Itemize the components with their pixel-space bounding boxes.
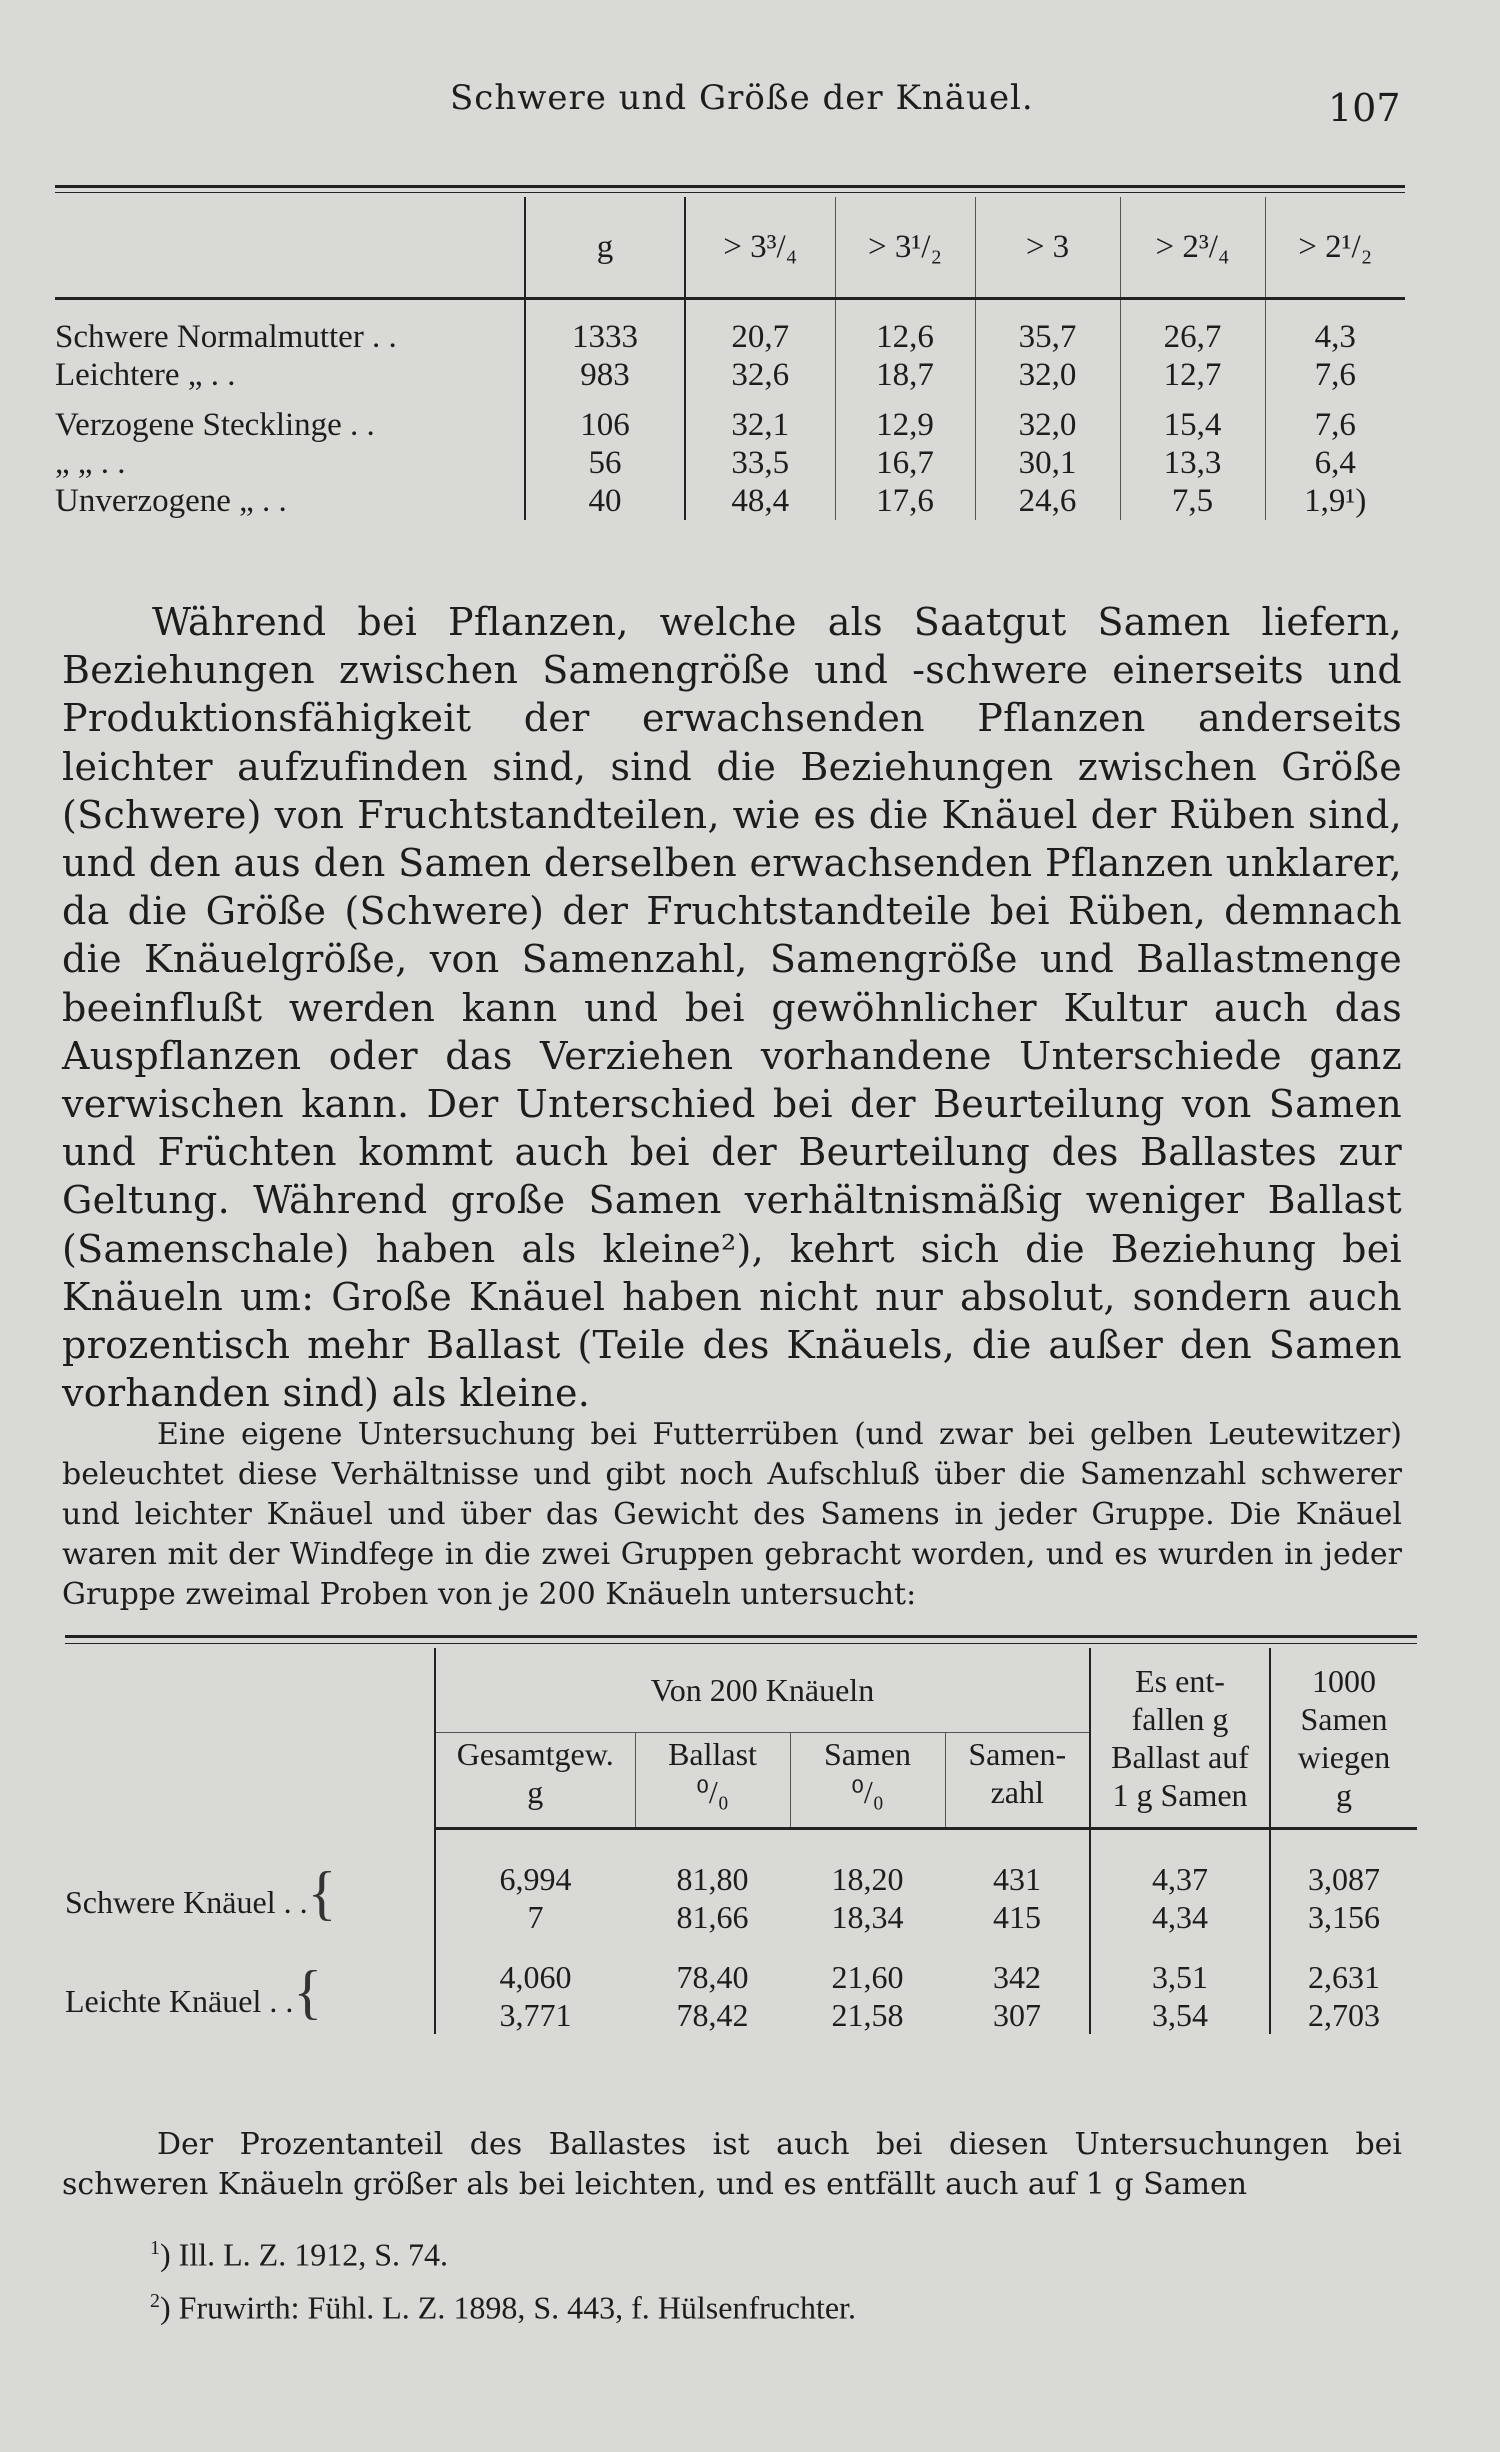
small-paragraph: Eine eigene Untersuchung bei Futterrüben (und zwar bei gelben Leutewitzer) beleuchtet diese Verhältnisse und gibt noch Aufschluß über die Samenzahl schwerer und leichter Knäuel und über das Gewicht des Samens in jeder Gruppe. Die Knäuel waren mit der Windfege in die zwei Gruppen gebracht worden, und es wurden in jeder Gruppe zweimal Proben von je 200 Knäueln untersucht: xyxy=(62,1417,1402,1612)
table-cell: 1333 xyxy=(525,299,685,357)
table-cell: 32,0 xyxy=(975,356,1120,394)
footnote-mark: 2 xyxy=(150,2289,160,2312)
column-header: > 2¹/₂ xyxy=(1265,197,1405,299)
column-header: > 2³/₄ xyxy=(1120,197,1265,299)
running-title: Schwere und Größe der Knäuel. xyxy=(450,78,1034,118)
table-cell: 13,3 xyxy=(1120,444,1265,482)
column-header-samen xyxy=(790,1733,945,1829)
table-rule xyxy=(65,1635,1417,1638)
table-cell: 3,54 xyxy=(1090,1996,1270,2034)
table-cell: 32,6 xyxy=(731,356,790,393)
column-header: > 3³/₄ xyxy=(685,197,835,299)
column-header-ballast xyxy=(635,1733,790,1829)
table-cell: 33,5 xyxy=(731,444,790,481)
table-cell: 415 xyxy=(993,1899,1041,1935)
table-cell: 30,1 xyxy=(975,444,1120,482)
table-cell: 3,771 xyxy=(435,1996,635,2034)
table-cell: 4,3 xyxy=(1265,299,1405,357)
row-label: Verzogene Stecklinge . . xyxy=(55,406,375,443)
table-row xyxy=(55,299,1405,357)
table-cell: 2,631 xyxy=(1270,1936,1417,1996)
table-cell: 48,4 xyxy=(731,482,790,519)
column-header: > 3 xyxy=(975,197,1120,299)
column-header-entfallen: Es ent- fallen g Ballast auf 1 g Samen xyxy=(1090,1648,1270,1829)
page-number: 107 xyxy=(1328,86,1401,130)
table-cell: 40 xyxy=(525,482,685,520)
column-group-header: Von 200 Knäueln xyxy=(435,1648,1090,1733)
table-cell: 4,34 xyxy=(1090,1898,1270,1936)
table-cell: 1,9¹) xyxy=(1265,482,1405,520)
small-paragraph-continuation: Der Prozentanteil des Ballastes ist auch bei diesen Untersuchungen bei schweren Knäueln größer als bei leichten, und es entfällt auch auf 1 g Samen xyxy=(62,2127,1402,2202)
row-label: Leichtere „ . . xyxy=(55,356,236,393)
column-header-1000-samen: 1000 Samen wiegen g xyxy=(1270,1648,1417,1829)
table-cell: 18,7 xyxy=(835,356,975,394)
table-cell: 4,37 xyxy=(1090,1829,1270,1899)
table-cell: 12,9 xyxy=(835,394,975,444)
table-cell: 3,51 xyxy=(1090,1936,1270,1996)
table-cell: 16,7 xyxy=(835,444,975,482)
table-cell: 7,5 xyxy=(1120,482,1265,520)
column-header: > 3¹/₂ xyxy=(835,197,975,299)
footnotes xyxy=(150,2225,856,2330)
table-rule xyxy=(65,1643,1417,1644)
footnote-1 xyxy=(150,2225,856,2278)
table-rule xyxy=(55,192,1405,193)
footnote-mark: 1 xyxy=(150,2237,160,2259)
table-cell: 12,7 xyxy=(1120,356,1265,394)
row-group-label xyxy=(65,1936,435,2034)
table-cell: 106 xyxy=(525,394,685,444)
table-cell: 35,7 xyxy=(975,299,1120,357)
table-cell: 6,4 xyxy=(1265,444,1405,482)
column-header-text: Gesamtgew. xyxy=(456,1736,614,1772)
column-header-unit: ⁰/₀ xyxy=(851,1774,884,1810)
table-row xyxy=(55,482,1405,520)
table-cell: 26,7 xyxy=(1120,299,1265,357)
table-cell: 342 xyxy=(993,1959,1041,1995)
column-header-text: Ballast xyxy=(668,1736,757,1772)
row-label: Schwere Normalmutter . . xyxy=(55,318,397,355)
table-cell: 17,6 xyxy=(835,482,975,520)
column-header-unit: ⁰/₀ xyxy=(696,1774,729,1810)
table-cell: 3,087 xyxy=(1270,1829,1417,1899)
table-cell: 983 xyxy=(525,356,685,394)
table-row xyxy=(65,1829,1417,1899)
table-cell: 21,60 xyxy=(831,1959,904,1995)
table-cell: 20,7 xyxy=(731,318,790,355)
row-label: „ „ . . xyxy=(55,444,126,481)
table-cell: 81,80 xyxy=(676,1861,749,1897)
table-cell: 2,703 xyxy=(1270,1996,1417,2034)
table-cell: 4,060 xyxy=(435,1936,635,1996)
table-cell: 78,42 xyxy=(676,1997,749,2033)
table-cell: 6,994 xyxy=(435,1829,635,1899)
body-paragraph: Während bei Pflanzen, welche als Saatgut Samen liefern, Beziehungen zwischen Samengröße und -schwere einerseits und Produktionsfähigkeit der erwachsenden Pflanzen anderseits leichter aufzufinden sind, sind die Beziehungen zwischen Größe (Schwere) von Fruchtstandteilen, wie es die Knäuel der Rüben sind, und den aus den Samen derselben erwachsenden Pflanzen unklarer, da die Größe (Schwere) der Fruchtstandteile bei Rüben, demnach die Knäuelgröße, von Samenzahl, Samengröße und Ballastmenge beeinflußt werden kann und bei gewöhnlicher Kultur auch das Auspflanzen oder das Verziehen vorhandene Unterschiede ganz verwischen kann. Der Unterschied bei der Beurteilung von Samen und Früchten kommt auch bei der Beurteilung des Ballastes zur Geltung. Während große Samen verhältnismäßig weniger Ballast (Samenschale) haben als kleine²), kehrt sich die Beziehung bei Knäueln um: Große Knäuel haben nicht nur absolut, sondern auch prozentisch mehr Ballast (Teile des Knäuels, die außer den Samen vorhanden sind) als kleine. xyxy=(62,600,1402,1416)
table-cell: 3,156 xyxy=(1270,1898,1417,1936)
table-row xyxy=(65,1936,1417,1996)
row-label: Unverzogene „ . . xyxy=(55,482,287,519)
footnote-text: ) Ill. L. Z. 1912, S. 74. xyxy=(160,2236,448,2273)
brace-icon: { xyxy=(293,1958,323,2025)
running-head xyxy=(0,78,1500,128)
table-cell: 7,6 xyxy=(1265,356,1405,394)
table-row xyxy=(55,394,1405,444)
table-cell: 7 xyxy=(435,1898,635,1936)
row-group-label xyxy=(65,1829,435,1937)
table-cell: 81,66 xyxy=(676,1899,749,1935)
column-header-label xyxy=(65,1648,435,1829)
table-cell: 15,4 xyxy=(1120,394,1265,444)
brace-icon: { xyxy=(307,1859,337,1926)
row-label: Schwere Knäuel . . xyxy=(65,1883,308,1920)
table-cell: 431 xyxy=(993,1861,1041,1897)
table-cell: 32,1 xyxy=(731,406,790,443)
table-cell: 56 xyxy=(525,444,685,482)
table-cell: 307 xyxy=(993,1997,1041,2033)
table-cell: 12,6 xyxy=(835,299,975,357)
table-cell: 21,58 xyxy=(831,1997,904,2033)
table-rule xyxy=(55,185,1405,188)
row-label: Leichte Knäuel . . xyxy=(65,1982,294,2019)
column-header-label xyxy=(55,197,525,299)
table-cell: 18,20 xyxy=(831,1861,904,1897)
table-row xyxy=(55,356,1405,394)
table-cell: 24,6 xyxy=(975,482,1120,520)
column-header-text: Samen xyxy=(823,1736,912,1772)
table-cell: 18,34 xyxy=(831,1899,904,1935)
table-cell: 7,6 xyxy=(1265,394,1405,444)
footnote-2 xyxy=(150,2278,856,2331)
column-header-unit: g xyxy=(527,1774,544,1810)
column-header-samenzahl: Samen- zahl xyxy=(945,1733,1090,1829)
footnote-text: ) Fruwirth: Fühl. L. Z. 1898, S. 443, f. Hülsenfruchter. xyxy=(160,2289,856,2326)
table-cell: 78,40 xyxy=(676,1959,749,1995)
table-cell: 32,0 xyxy=(975,394,1120,444)
column-header-gesamtgew xyxy=(435,1733,635,1829)
column-header: g xyxy=(525,197,685,299)
table-row xyxy=(55,444,1405,482)
